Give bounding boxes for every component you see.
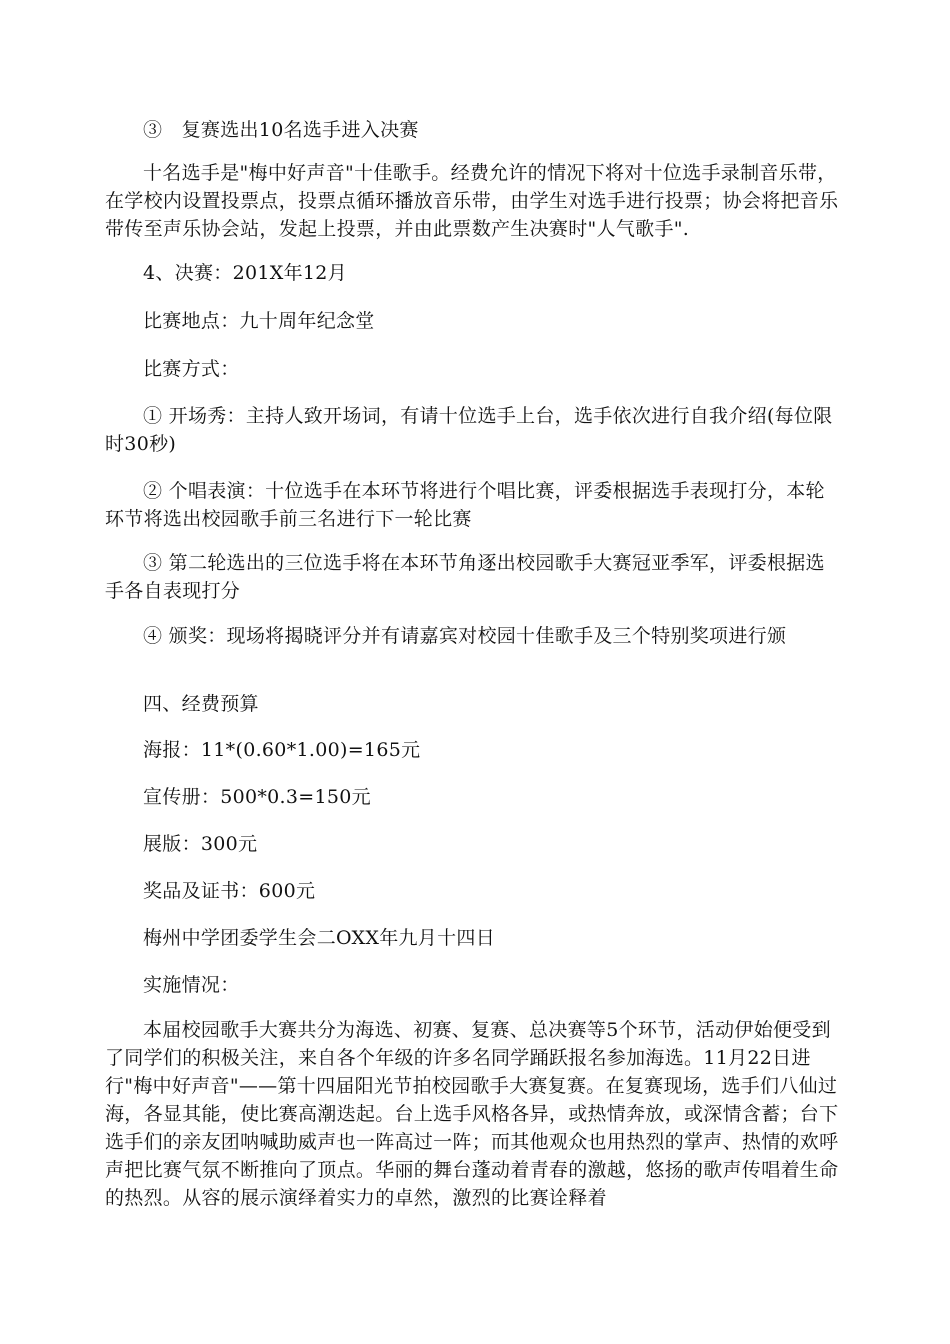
paragraph-solo-performance: ② 个唱表演：十位选手在本环节将进行个唱比赛，评委根据选手表现打分，本轮环节将选出校园歌手前三名进行下一轮比赛 <box>105 480 825 530</box>
budget-line-brochure: 宣传册：500*0.3=150元 <box>143 786 371 808</box>
paragraph-final-date: 4、决赛：201X年12月 <box>143 262 347 284</box>
paragraph-venue: 比赛地点：九十周年纪念堂 <box>143 310 375 332</box>
paragraph-awards: ④ 颁奖：现场将揭晓评分并有请嘉宾对校园十佳歌手及三个特别奖项进行颁 <box>143 625 787 647</box>
budget-line-prizes: 奖品及证书：600元 <box>143 880 316 902</box>
section-heading-implementation: 实施情况： <box>143 974 240 996</box>
paragraph-semifinal-result: ③ 复赛选出10名选手进入决赛 <box>143 119 419 141</box>
budget-line-poster: 海报：11*(0.60*1.00)=165元 <box>143 739 421 761</box>
paragraph-second-round: ③ 第二轮选出的三位选手将在本环节角逐出校园歌手大赛冠亚季军，评委根据选手各自表现打分 <box>105 552 825 602</box>
section-heading-budget: 四、经费预算 <box>143 693 259 715</box>
paragraph-opening-show: ① 开场秀：主持人致开场词，有请十位选手上台，选手依次进行自我介绍(每位限时30秒) <box>105 405 833 455</box>
paragraph-implementation-details: 本届校园歌手大赛共分为海选、初赛、复赛、总决赛等5个环节，活动伊始便受到了同学们的积极关注，来自各个年级的许多名同学踊跃报名参加海选。11月22日进行"梅中好声音"——第十四届阳光节拍校园歌手大赛复赛。在复赛现场，选手们八仙过海，各显其能，使比赛高潮迭起。台上选手风格各异，或热情奔放，或深情含蓄；台下选手们的亲友团呐喊助威声也一阵高过一阵；而其他观众也用热烈的掌声、热情的欢呼声把比赛气氛不断推向了顶点。华丽的舞台蓬动着青春的激越，悠扬的歌声传唱着生命的热烈。从容的展示演绎着实力的卓然，激烈的比赛诠释着 <box>105 1019 839 1209</box>
paragraph-format-heading: 比赛方式： <box>143 358 240 380</box>
budget-line-display-board: 展版：300元 <box>143 833 258 855</box>
signature-line: 梅州中学团委学生会二OXX年九月十四日 <box>143 927 495 949</box>
paragraph-top-ten-voting: 十名选手是"梅中好声音"十佳歌手。经费允许的情况下将对十位选手录制音乐带，在学校内设置投票点，投票点循环播放音乐带，由学生对选手进行投票；协会将把音乐带传至声乐协会站，发起上投票，并由此票数产生决赛时"人气歌手". <box>105 162 839 240</box>
